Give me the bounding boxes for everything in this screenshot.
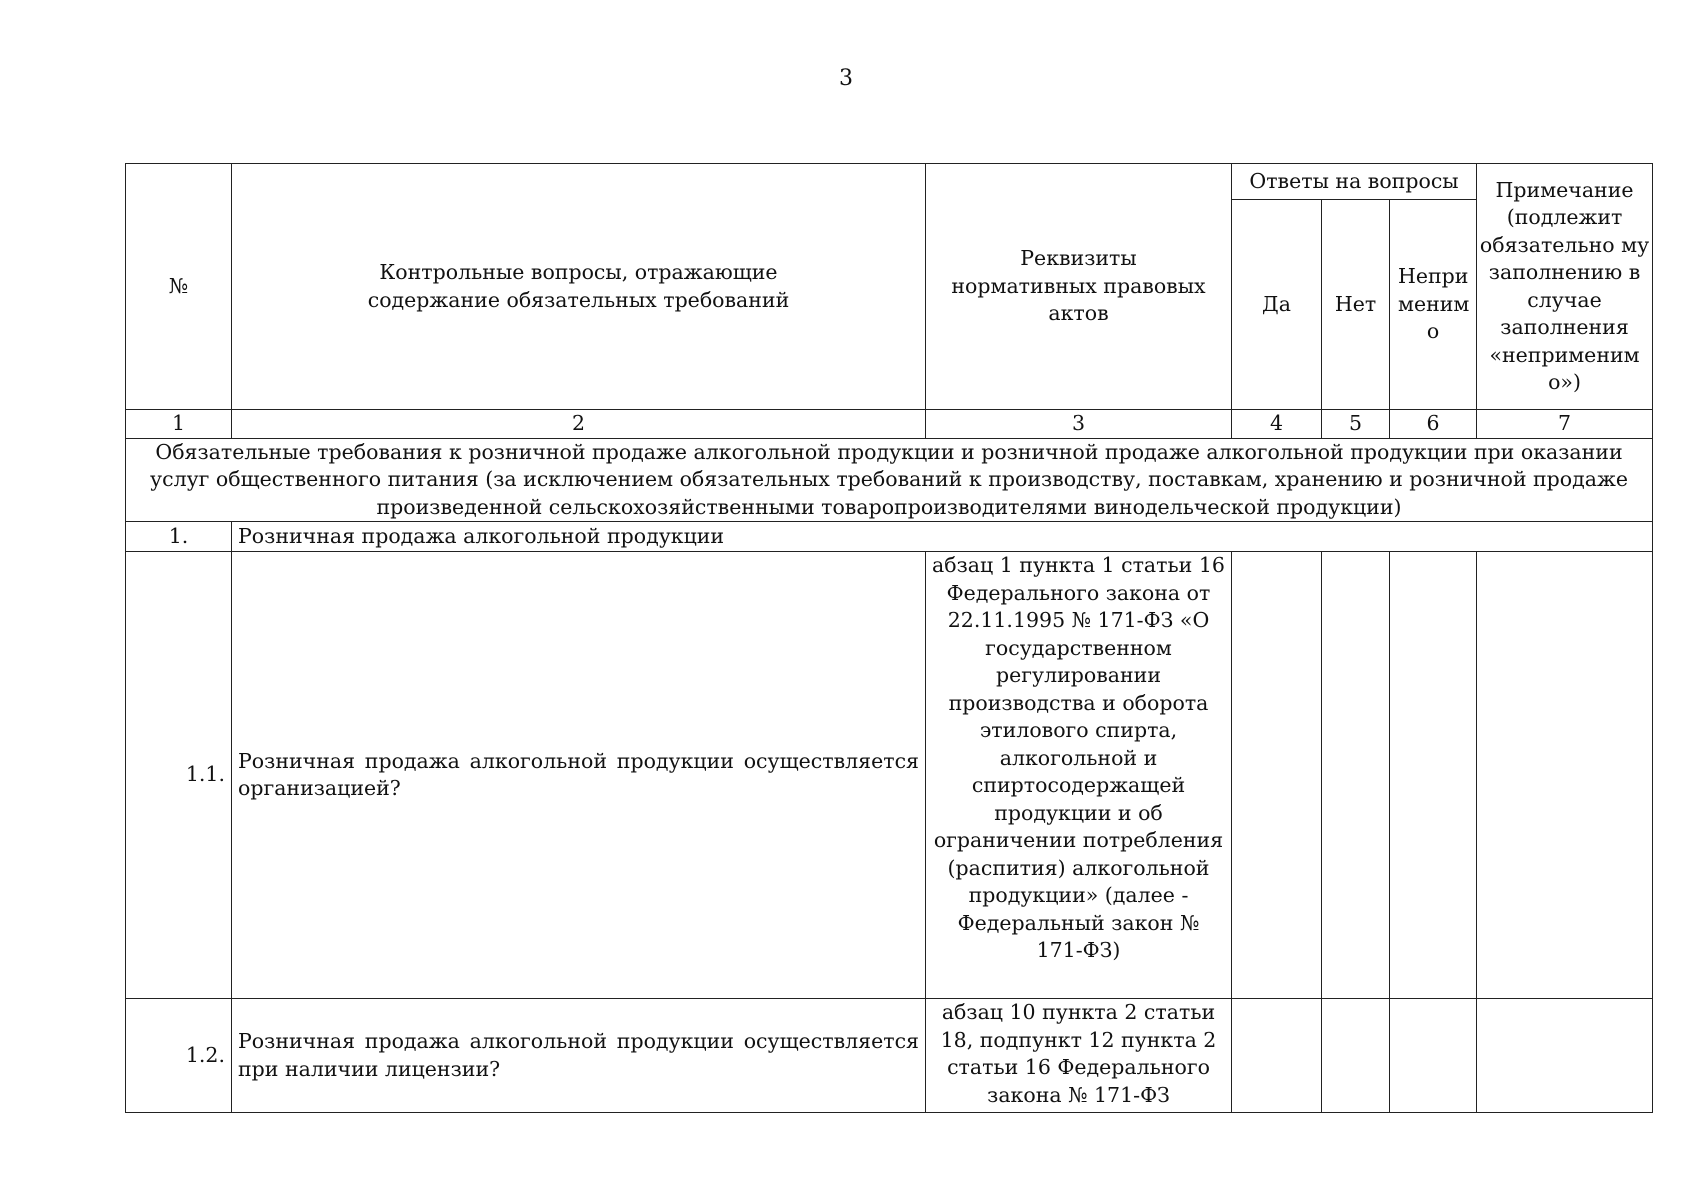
note-cell[interactable] — [1477, 552, 1653, 999]
column-number: 3 — [926, 410, 1232, 439]
answer-no-cell[interactable] — [1322, 552, 1390, 999]
column-number: 7 — [1477, 410, 1653, 439]
header-num: № — [126, 164, 232, 410]
row-requisites: абзац 1 пункта 1 статьи 16 Федерального закона от 22.11.1995 № 171-ФЗ «О государственном регулировании производства и оборота этилового спирта, алкогольной и спиртосодержащей продукции и об ограничении потребления (распития) алкогольной продукции» (далее - Федеральный закон № 171-ФЗ) — [926, 552, 1232, 999]
column-number-row — [126, 410, 1653, 439]
header-answers: Ответы на вопросы — [1232, 164, 1477, 200]
table-row — [126, 999, 1653, 1113]
row-number: 1.1. — [126, 552, 232, 999]
answer-no-cell[interactable] — [1322, 999, 1390, 1113]
row-question: Розничная продажа алкогольной продукции осуществляется при наличии лицензии? — [232, 999, 926, 1113]
column-number: 2 — [232, 410, 926, 439]
answer-yes-cell[interactable] — [1232, 552, 1322, 999]
header-no: Нет — [1322, 200, 1390, 410]
header-questions: Контрольные вопросы, отражающие содержание обязательных требований — [232, 164, 926, 410]
row-question: Розничная продажа алкогольной продукции осуществляется организацией? — [232, 552, 926, 999]
header-yes: Да — [1232, 200, 1322, 410]
table-row — [126, 552, 1653, 999]
group-title: Розничная продажа алкогольной продукции — [232, 522, 1653, 552]
answer-na-cell[interactable] — [1390, 999, 1477, 1113]
row-requisites: абзац 10 пункта 2 статьи 18, подпункт 12 пункта 2 статьи 16 Федерального закона № 171-ФЗ — [926, 999, 1232, 1113]
header-requisites: Реквизиты нормативных правовых актов — [926, 164, 1232, 410]
answer-yes-cell[interactable] — [1232, 999, 1322, 1113]
section-title: Обязательные требования к розничной продаже алкогольной продукции и розничной продаже алкогольной продукции при оказании услуг общественного питания (за исключением обязательных требований к производству, поставкам, хранению и розничной продаже произведенной сельскохозяйственными товаропроизводителями винодельческой продукции) — [126, 438, 1653, 522]
group-row — [126, 522, 1653, 552]
answer-na-cell[interactable] — [1390, 552, 1477, 999]
row-number: 1.2. — [126, 999, 232, 1113]
note-cell[interactable] — [1477, 999, 1653, 1113]
column-number: 6 — [1390, 410, 1477, 439]
page-number: 3 — [839, 66, 853, 91]
column-number: 4 — [1232, 410, 1322, 439]
header-na: Непри меним о — [1390, 200, 1477, 410]
column-number: 1 — [126, 410, 232, 439]
header-note: Примечание (подлежит обязательно му заполнению в случае заполнения «неприменим о») — [1477, 164, 1653, 410]
column-number: 5 — [1322, 410, 1390, 439]
header-row — [126, 164, 1653, 200]
group-number: 1. — [126, 522, 232, 552]
section-row — [126, 438, 1653, 522]
checklist-table — [125, 163, 1653, 1113]
